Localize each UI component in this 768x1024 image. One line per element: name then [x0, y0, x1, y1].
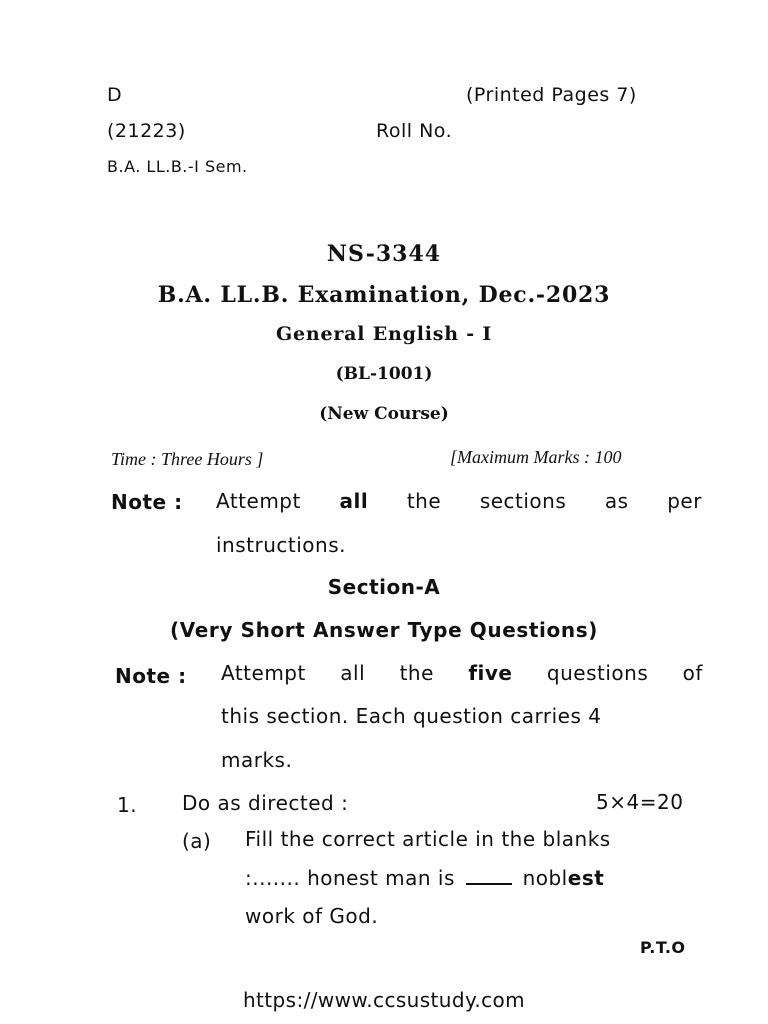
pto-marker: P.T.O: [640, 938, 686, 957]
part-a-line2: [245, 866, 604, 890]
general-note-label: Note :: [111, 490, 183, 514]
paper-number: (21223): [107, 120, 186, 142]
section-note-line3: marks.: [221, 748, 293, 772]
note-word: the: [406, 489, 442, 513]
printed-pages: (Printed Pages 7): [466, 84, 637, 106]
note-word: Attempt: [216, 489, 301, 513]
answer-blank: [466, 869, 512, 885]
footer-url: https://www.ccsustudy.com: [242, 988, 526, 1012]
section-note-label: Note :: [115, 664, 187, 688]
subject-title: General English - I: [275, 323, 493, 345]
section-subheading: (Very Short Answer Type Questions): [170, 618, 598, 642]
series-letter: D: [107, 84, 123, 106]
note-word-emphasis: all: [339, 489, 369, 513]
note-word: per: [667, 489, 702, 513]
course-code: (BL-1001): [335, 364, 433, 384]
note-word: Attempt: [221, 661, 306, 685]
note-word: as: [604, 489, 629, 513]
part-a-line2-end: nobl: [522, 866, 568, 890]
note-word: questions: [546, 661, 649, 685]
time-allowed: Time : Three Hours ]: [111, 449, 264, 469]
part-a-line1: Fill the correct article in the blanks: [245, 827, 611, 851]
paper-code-title: NS-3344: [326, 241, 442, 267]
general-note-line1: [216, 489, 702, 513]
note-word-emphasis: five: [468, 661, 513, 685]
section-note-line2: this section. Each question carries 4: [221, 704, 602, 728]
maximum-marks: [Maximum Marks : 100: [450, 447, 622, 467]
note-word: sections: [479, 489, 567, 513]
exam-title: B.A. LL.B. Examination, Dec.-2023: [157, 282, 611, 308]
program-label: B.A. LL.B.-I Sem.: [107, 157, 248, 176]
note-word: all: [340, 661, 366, 685]
note-word: the: [399, 661, 434, 685]
part-a-line2-start: :....... honest man is: [245, 866, 455, 890]
section-heading: Section-A: [327, 575, 441, 599]
part-a-line2-end-bold: est: [567, 866, 605, 890]
course-type: (New Course): [319, 404, 449, 424]
part-a-label: (a): [182, 829, 212, 853]
question-marks: 5×4=20: [596, 790, 684, 814]
general-note-line2: instructions.: [216, 533, 346, 557]
roll-no-label: Roll No.: [376, 120, 453, 142]
question-number: 1.: [117, 793, 138, 817]
section-note-line1: [221, 661, 703, 685]
note-word: of: [682, 661, 703, 685]
part-a-line3: work of God.: [245, 904, 379, 928]
question-instruction: Do as directed :: [182, 791, 349, 815]
